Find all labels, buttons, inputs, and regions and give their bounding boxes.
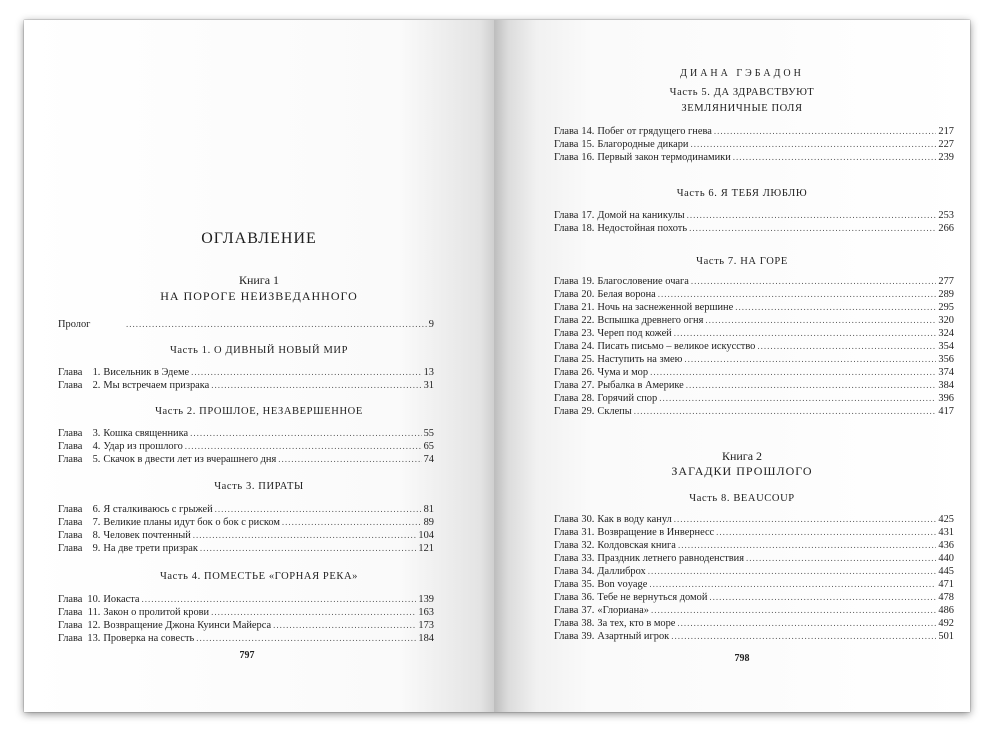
chapter-title: Праздник летнего равноденствия <box>597 553 745 564</box>
dot-leader <box>674 513 937 525</box>
chapter-label: Глава <box>554 380 579 391</box>
chapter-page: 324 <box>938 328 954 339</box>
chapter-number: 5. <box>92 454 101 465</box>
chapter-title: Ночь на заснеженной вершине <box>597 302 734 313</box>
chapter-title: Скачок в двести лет из вчерашнего дня <box>103 454 277 465</box>
dot-leader <box>671 630 936 642</box>
chapter-number: 23. <box>581 328 595 339</box>
chapter-number: 9. <box>92 543 101 554</box>
part-title: Часть 5. ДА ЗДРАВСТВУЮТ <box>669 87 815 98</box>
toc-entry[interactable] <box>58 503 434 515</box>
chapter-title: Bon voyage <box>597 579 648 590</box>
chapter-title: Великие планы идут бок о бок с риском <box>103 517 280 528</box>
chapter-label: Глава <box>554 210 579 221</box>
toc-entry[interactable] <box>58 379 434 391</box>
left-page <box>24 20 494 712</box>
dot-leader <box>716 526 936 538</box>
chapter-page: 396 <box>938 393 954 404</box>
chapter-number: 29. <box>581 406 595 417</box>
dot-leader <box>658 288 937 300</box>
chapter-label: Глава <box>58 441 83 452</box>
open-book <box>24 20 970 712</box>
chapter-page: 445 <box>938 566 954 577</box>
dot-leader <box>651 604 936 616</box>
toc-entry-prologue[interactable] <box>58 318 434 330</box>
entry-title: Пролог <box>58 319 91 330</box>
toc-entry[interactable] <box>554 591 954 603</box>
chapter-page: 417 <box>938 406 954 417</box>
toc-entry[interactable] <box>554 209 954 221</box>
chapter-page: 354 <box>938 341 954 352</box>
dot-leader <box>684 353 936 365</box>
chapter-title: Иокаста <box>103 594 140 605</box>
chapter-number: 37. <box>581 605 595 616</box>
chapter-title: Белая ворона <box>597 289 656 300</box>
dot-leader <box>142 593 417 605</box>
chapter-page: 81 <box>423 504 434 515</box>
chapter-label: Глава <box>554 367 579 378</box>
toc-entry[interactable] <box>554 314 954 326</box>
chapter-title: Человек почтенный <box>103 530 191 541</box>
toc-entry[interactable] <box>554 366 954 378</box>
chapter-label: Глава <box>554 126 579 137</box>
chapter-number: 16. <box>581 152 595 163</box>
chapter-label: Глава <box>554 553 579 564</box>
toc-entry[interactable] <box>58 516 434 528</box>
chapter-label: Глава <box>554 276 579 287</box>
part-title: Часть 1. О ДИВНЫЙ НОВЫЙ МИР <box>169 345 349 356</box>
chapter-title: Закон о пролитой крови <box>103 607 210 618</box>
dot-leader <box>196 632 416 644</box>
dot-leader <box>648 565 937 577</box>
chapter-label: Глава <box>554 527 579 538</box>
book1-label: Книга 1 <box>238 273 280 287</box>
toc-entry[interactable] <box>554 513 954 525</box>
dot-leader <box>714 125 937 137</box>
part-title: Часть 3. ПИРАТЫ <box>214 481 304 492</box>
chapter-number: 25. <box>581 354 595 365</box>
dot-leader <box>634 405 937 417</box>
chapter-page: 121 <box>418 543 434 554</box>
chapter-label: Глава <box>554 566 579 577</box>
chapter-page: 320 <box>938 315 954 326</box>
chapter-label: Глава <box>554 514 579 525</box>
toc-entry[interactable] <box>554 379 954 391</box>
chapter-label: Глава <box>554 302 579 313</box>
chapter-number: 14. <box>581 126 595 137</box>
dot-leader <box>757 340 936 352</box>
chapter-number: 38. <box>581 618 595 629</box>
chapter-page: 227 <box>938 139 954 150</box>
chapter-title: Мы встречаем призрака <box>103 380 210 391</box>
chapter-label: Глава <box>554 354 579 365</box>
toc-entry[interactable] <box>58 632 434 644</box>
chapter-page: 55 <box>423 428 434 439</box>
chapter-page: 431 <box>938 527 954 538</box>
chapter-number: 34. <box>581 566 595 577</box>
chapter-title: Даллиброх <box>597 566 646 577</box>
chapter-page: 239 <box>938 152 954 163</box>
dot-leader <box>691 275 936 287</box>
chapter-number: 31. <box>581 527 595 538</box>
dot-leader <box>709 591 936 603</box>
page-number: 798 <box>734 653 750 664</box>
chapter-title: Чума и мор <box>597 367 649 378</box>
dot-leader <box>735 301 936 313</box>
chapter-number: 24. <box>581 341 595 352</box>
toc-entry[interactable] <box>554 353 954 365</box>
dot-leader <box>690 138 936 150</box>
toc-entry[interactable] <box>554 526 954 538</box>
right-page <box>494 20 970 712</box>
chapter-label: Глава <box>554 605 579 616</box>
chapter-label: Глава <box>554 139 579 150</box>
chapter-page: 440 <box>938 553 954 564</box>
dot-leader <box>191 366 421 378</box>
toc-entry[interactable] <box>554 578 954 590</box>
chapter-label: Глава <box>554 328 579 339</box>
part-title: Часть 7. НА ГОРЕ <box>696 256 788 267</box>
chapter-number: 36. <box>581 592 595 603</box>
chapter-title: На две трети призрак <box>103 543 198 554</box>
chapter-page: 425 <box>938 514 954 525</box>
chapter-title: Благословение очага <box>597 276 689 287</box>
chapter-page: 356 <box>938 354 954 365</box>
dot-leader <box>687 209 937 221</box>
part-title: Часть 6. Я ТЕБЯ ЛЮБЛЮ <box>676 188 808 199</box>
toc-entry[interactable] <box>554 539 954 551</box>
chapter-page: 163 <box>418 607 434 618</box>
toc-entry[interactable] <box>554 617 954 629</box>
chapter-number: 13. <box>87 633 101 644</box>
toc-entry[interactable] <box>58 542 434 554</box>
chapter-title: Рыбалка в Америке <box>597 380 684 391</box>
chapter-number: 11. <box>87 607 101 618</box>
chapter-label: Глава <box>58 367 83 378</box>
chapter-page: 31 <box>423 380 434 391</box>
dot-leader <box>273 619 416 631</box>
toc-entry[interactable] <box>58 619 434 631</box>
chapter-number: 28. <box>581 393 595 404</box>
chapter-number: 20. <box>581 289 595 300</box>
toc-entry[interactable] <box>554 327 954 339</box>
chapter-page: 492 <box>938 618 954 629</box>
toc-entry[interactable] <box>554 151 954 163</box>
chapter-label: Глава <box>554 406 579 417</box>
chapter-page: 471 <box>938 579 954 590</box>
chapter-label: Глава <box>58 607 83 618</box>
chapter-number: 2. <box>92 380 101 391</box>
page-number: 797 <box>239 650 255 661</box>
toc-entry[interactable] <box>58 606 434 618</box>
chapter-label: Глава <box>58 633 83 644</box>
dot-leader <box>126 318 427 330</box>
toc-entry[interactable] <box>58 453 434 465</box>
chapter-title: Как в воду канул <box>597 514 672 525</box>
dot-leader <box>649 578 936 590</box>
chapter-label: Глава <box>554 315 579 326</box>
chapter-label: Глава <box>554 289 579 300</box>
chapter-label: Глава <box>554 152 579 163</box>
chapter-title: Писать письмо – великое искусство <box>597 341 756 352</box>
chapter-page: 501 <box>938 631 954 642</box>
dot-leader <box>190 427 422 439</box>
toc-entry[interactable] <box>554 125 954 137</box>
chapter-title: Благородные дикари <box>597 139 689 150</box>
chapter-page: 277 <box>938 276 954 287</box>
dot-leader <box>746 552 936 564</box>
dot-leader <box>650 366 936 378</box>
toc-entry[interactable] <box>554 138 954 150</box>
chapter-number: 21. <box>581 302 595 313</box>
toc-entry[interactable] <box>554 275 954 287</box>
chapter-label: Глава <box>58 517 83 528</box>
chapter-number: 30. <box>581 514 595 525</box>
part-title: Часть 2. ПРОШЛОЕ, НЕЗАВЕРШЕННОЕ <box>155 406 363 417</box>
chapter-label: Глава <box>58 504 83 515</box>
chapter-label: Глава <box>58 543 83 554</box>
chapter-number: 22. <box>581 315 595 326</box>
chapter-title: «Глориана» <box>597 605 649 616</box>
entry-page: 9 <box>428 319 434 330</box>
chapter-label: Глава <box>58 620 83 631</box>
book1-title: НА ПОРОГЕ НЕИЗВЕДАННОГО <box>160 289 358 303</box>
chapter-label: Глава <box>58 530 83 541</box>
chapter-number: 18. <box>581 223 595 234</box>
chapter-number: 15. <box>581 139 595 150</box>
toc-entry[interactable] <box>554 405 954 417</box>
chapter-title: Возвращение в Инвернесс <box>597 527 715 538</box>
chapter-page: 173 <box>418 620 434 631</box>
part-title: Часть 4. ПОМЕСТЬЕ «ГОРНАЯ РЕКА» <box>159 571 358 582</box>
chapter-number: 39. <box>581 631 595 642</box>
toc-entry[interactable] <box>554 565 954 577</box>
book2-title: ЗАГАДКИ ПРОШЛОГО <box>671 464 813 478</box>
chapter-number: 4. <box>92 441 101 452</box>
chapter-number: 19. <box>581 276 595 287</box>
chapter-title: Вспышка древнего огня <box>597 315 704 326</box>
chapter-page: 253 <box>938 210 954 221</box>
chapter-page: 374 <box>938 367 954 378</box>
toc-entry[interactable] <box>554 288 954 300</box>
chapter-number: 32. <box>581 540 595 551</box>
chapter-page: 13 <box>423 367 434 378</box>
dot-leader <box>185 440 422 452</box>
chapter-title: Склепы <box>597 406 632 417</box>
chapter-title: За тех, кто в море <box>597 618 676 629</box>
chapter-page: 295 <box>938 302 954 313</box>
chapter-label: Глава <box>58 428 83 439</box>
toc-entry[interactable] <box>58 593 434 605</box>
chapter-title: Кошка священника <box>103 428 189 439</box>
chapter-number: 17. <box>581 210 595 221</box>
chapter-number: 7. <box>92 517 101 528</box>
toc-entry[interactable] <box>58 427 434 439</box>
chapter-title: Возвращение Джона Куинси Майерса <box>103 620 272 631</box>
chapter-page: 184 <box>418 633 434 644</box>
chapter-label: Глава <box>554 631 579 642</box>
dot-leader <box>215 503 422 515</box>
chapter-title: Я сталкиваюсь с грыжей <box>103 504 213 515</box>
chapter-number: 27. <box>581 380 595 391</box>
chapter-label: Глава <box>58 594 83 605</box>
dot-leader <box>674 327 937 339</box>
dot-leader <box>689 222 936 234</box>
chapter-number: 33. <box>581 553 595 564</box>
chapter-label: Глава <box>58 380 83 391</box>
chapter-label: Глава <box>554 393 579 404</box>
toc-entry[interactable] <box>58 366 434 378</box>
chapter-page: 478 <box>938 592 954 603</box>
chapter-label: Глава <box>554 223 579 234</box>
chapter-title: Азартный игрок <box>597 631 670 642</box>
dot-leader <box>678 539 936 551</box>
chapter-title: Висельник в Эдеме <box>103 367 190 378</box>
chapter-number: 10. <box>87 594 101 605</box>
toc-entry[interactable] <box>554 222 954 234</box>
toc-entry[interactable] <box>554 301 954 313</box>
chapter-number: 6. <box>92 504 101 515</box>
chapter-label: Глава <box>554 618 579 629</box>
part-title-line2: ЗЕМЛЯНИЧНЫЕ ПОЛЯ <box>681 103 803 114</box>
book2-label: Книга 2 <box>721 449 763 463</box>
chapter-number: 12. <box>87 620 101 631</box>
chapter-title: Удар из прошлого <box>103 441 183 452</box>
chapter-number: 3. <box>92 428 101 439</box>
chapter-page: 486 <box>938 605 954 616</box>
chapter-page: 139 <box>418 594 434 605</box>
chapter-page: 436 <box>938 540 954 551</box>
chapter-page: 74 <box>423 454 434 465</box>
dot-leader <box>193 529 417 541</box>
chapter-page: 266 <box>938 223 954 234</box>
chapter-page: 89 <box>423 517 434 528</box>
toc-title: ОГЛАВЛЕНИЕ <box>201 230 317 247</box>
chapter-label: Глава <box>58 454 83 465</box>
toc-entry[interactable] <box>58 440 434 452</box>
chapter-number: 26. <box>581 367 595 378</box>
toc-entry[interactable] <box>554 552 954 564</box>
chapter-title: Тебе не вернуться домой <box>597 592 708 603</box>
dot-leader <box>659 392 936 404</box>
chapter-number: 8. <box>92 530 101 541</box>
chapter-label: Глава <box>554 540 579 551</box>
dot-leader <box>282 516 422 528</box>
chapter-number: 1. <box>92 367 101 378</box>
chapter-title: Побег от грядущего гнева <box>597 126 712 137</box>
toc-entry[interactable] <box>554 340 954 352</box>
dot-leader <box>705 314 936 326</box>
chapter-page: 217 <box>938 126 954 137</box>
part-title: Часть 8. BEAUCOUP <box>689 493 795 504</box>
chapter-label: Глава <box>554 341 579 352</box>
dot-leader <box>733 151 937 163</box>
toc-entry[interactable] <box>58 529 434 541</box>
dot-leader <box>200 542 416 554</box>
toc-entry[interactable] <box>554 392 954 404</box>
chapter-page: 65 <box>423 441 434 452</box>
chapter-page: 289 <box>938 289 954 300</box>
dot-leader <box>278 453 421 465</box>
chapter-title: Проверка на совесть <box>103 633 195 644</box>
chapter-number: 35. <box>581 579 595 590</box>
toc-entry[interactable] <box>554 630 954 642</box>
chapter-title: Колдовская книга <box>597 540 676 551</box>
running-head: ДИАНА ГЭБАДОН <box>680 68 804 79</box>
dot-leader <box>686 379 937 391</box>
chapter-label: Глава <box>554 592 579 603</box>
chapter-page: 384 <box>938 380 954 391</box>
chapter-page: 104 <box>418 530 434 541</box>
chapter-title: Череп под кожей <box>597 328 672 339</box>
chapter-title: Наступить на змею <box>597 354 683 365</box>
chapter-title: Первый закон термодинамики <box>597 152 731 163</box>
dot-leader <box>211 379 421 391</box>
dot-leader <box>677 617 936 629</box>
dot-leader <box>211 606 416 618</box>
chapter-label: Глава <box>554 579 579 590</box>
chapter-title: Домой на каникулы <box>597 210 685 221</box>
chapter-title: Недостойная похоть <box>597 223 688 234</box>
chapter-title: Горячий спор <box>597 393 658 404</box>
toc-entry[interactable] <box>554 604 954 616</box>
